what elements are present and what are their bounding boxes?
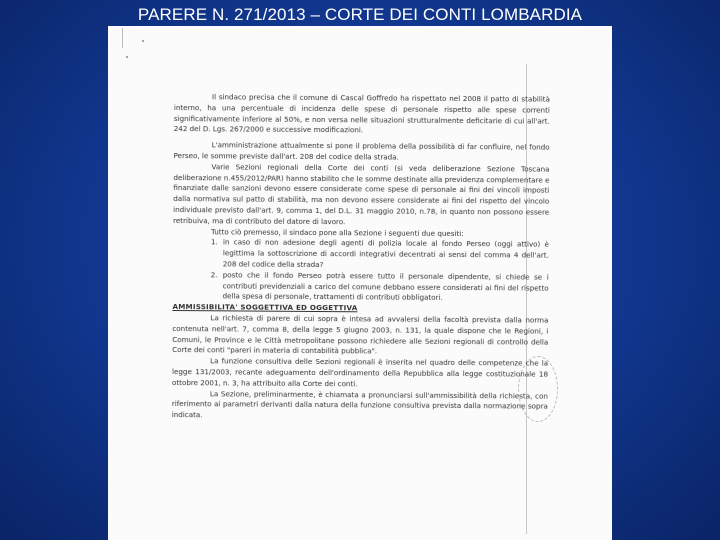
document-body [172, 92, 550, 424]
scanned-document-page [108, 26, 612, 540]
question-text: posto che il fondo Perseo potrà essere tutto il personale dipendente, si chiede se i contributi previdenziali a carico del comune debbano essere considerati ai fini del rispetto della spesa di personale, trattamenti di contributi obbligatori. [222, 270, 549, 303]
paragraph: L'amministrazione attualmente si pone il problema della possibilità di far confluire, nel fondo Perseo, le somme previste dall'art. 208 del codice della strada. [173, 140, 550, 162]
question-item [211, 270, 549, 305]
scan-speck [142, 40, 144, 42]
scan-edge-mark [122, 28, 123, 48]
section-heading: AMMISSIBILITA' SOGGETTIVA ED OGGETTIVA [172, 302, 358, 313]
question-number: 1. [210, 237, 218, 247]
question-number: 2. [210, 270, 218, 280]
slide-title: PARERE N. 271/2013 – CORTE DEI CONTI LOMBARDIA [137, 5, 583, 24]
question-item [211, 238, 549, 273]
paragraph: Varie Sezioni regionali della Corte dei conti (si veda deliberazione Sezione Toscana deliberazione n.455/2012/PAR) hanno stabilito che le somme destinate alla previdenza complementare e finanziate dalle sanzioni devono essere considerate come spese di personale ai fini dei vincoli imposti dalla normativa sul patto di stabilità, ma non devono essere considerate ai fini del rispetto del vincolo individuale previsto dall'art. 9, comma 1, del D.L. 31 maggio 2010, n.78, in quanto non possono essere retribuiva, ma di contributo del datore di lavoro. [173, 162, 550, 226]
scan-speck [126, 56, 128, 58]
paragraph: La Sezione, preliminarmente, è chiamata a pronunciarsi sull'ammissibilità della richiesta, con riferimento ai parametri derivanti dalla natura della funzione consultiva prevista dalla normazione sopra indicata. [171, 388, 548, 420]
paragraph: Il sindaco precisa che il comune di Cascal Goffredo ha rispettato nel 2008 il patto di stabilità interno, ha una percentuale di incidenza delle spese di personale rispetto alle spese correnti significativamente inferiore al 50%, e non versa nelle situazioni strutturalmente deficitarie di cui all'art. 242 del D. Lgs. 267/2000 e successive modificazioni. [173, 92, 550, 135]
question-text: in caso di non adesione degli agenti di polizia locale al fondo Perseo (oggi attivo) è legittima la sottoscrizione di accordi integrativi decentrati ai sensi del comma 4 dell'art. 208 del codice della strada? [222, 237, 549, 269]
paragraph: La funzione consultiva delle Sezioni regionali è inserita nel quadro delle competenze che la legge 131/2003, recante adeguamento dell'ordinamento della Repubblica alla legge costituzionale 18 ottobre 2001, n. 3, ha attribuito alla Corte dei conti. [171, 356, 549, 389]
paragraph: La richiesta di parere di cui sopra è intesa ad avvalersi della facoltà prevista dalla norma contenuta nell'art. 7, comma 8, della legge 5 giugno 2003, n. 131, la quale dispone che le Regioni, i Comuni, le Province e le Città metropolitane possono richiedere alle Sezioni regionali di controllo della Corte dei conti "pareri in materia di contabilità pubblica". [172, 313, 549, 356]
paragraph: Tutto ciò premesso, il sindaco pone alla Sezione i seguenti due quesiti: [210, 226, 464, 238]
